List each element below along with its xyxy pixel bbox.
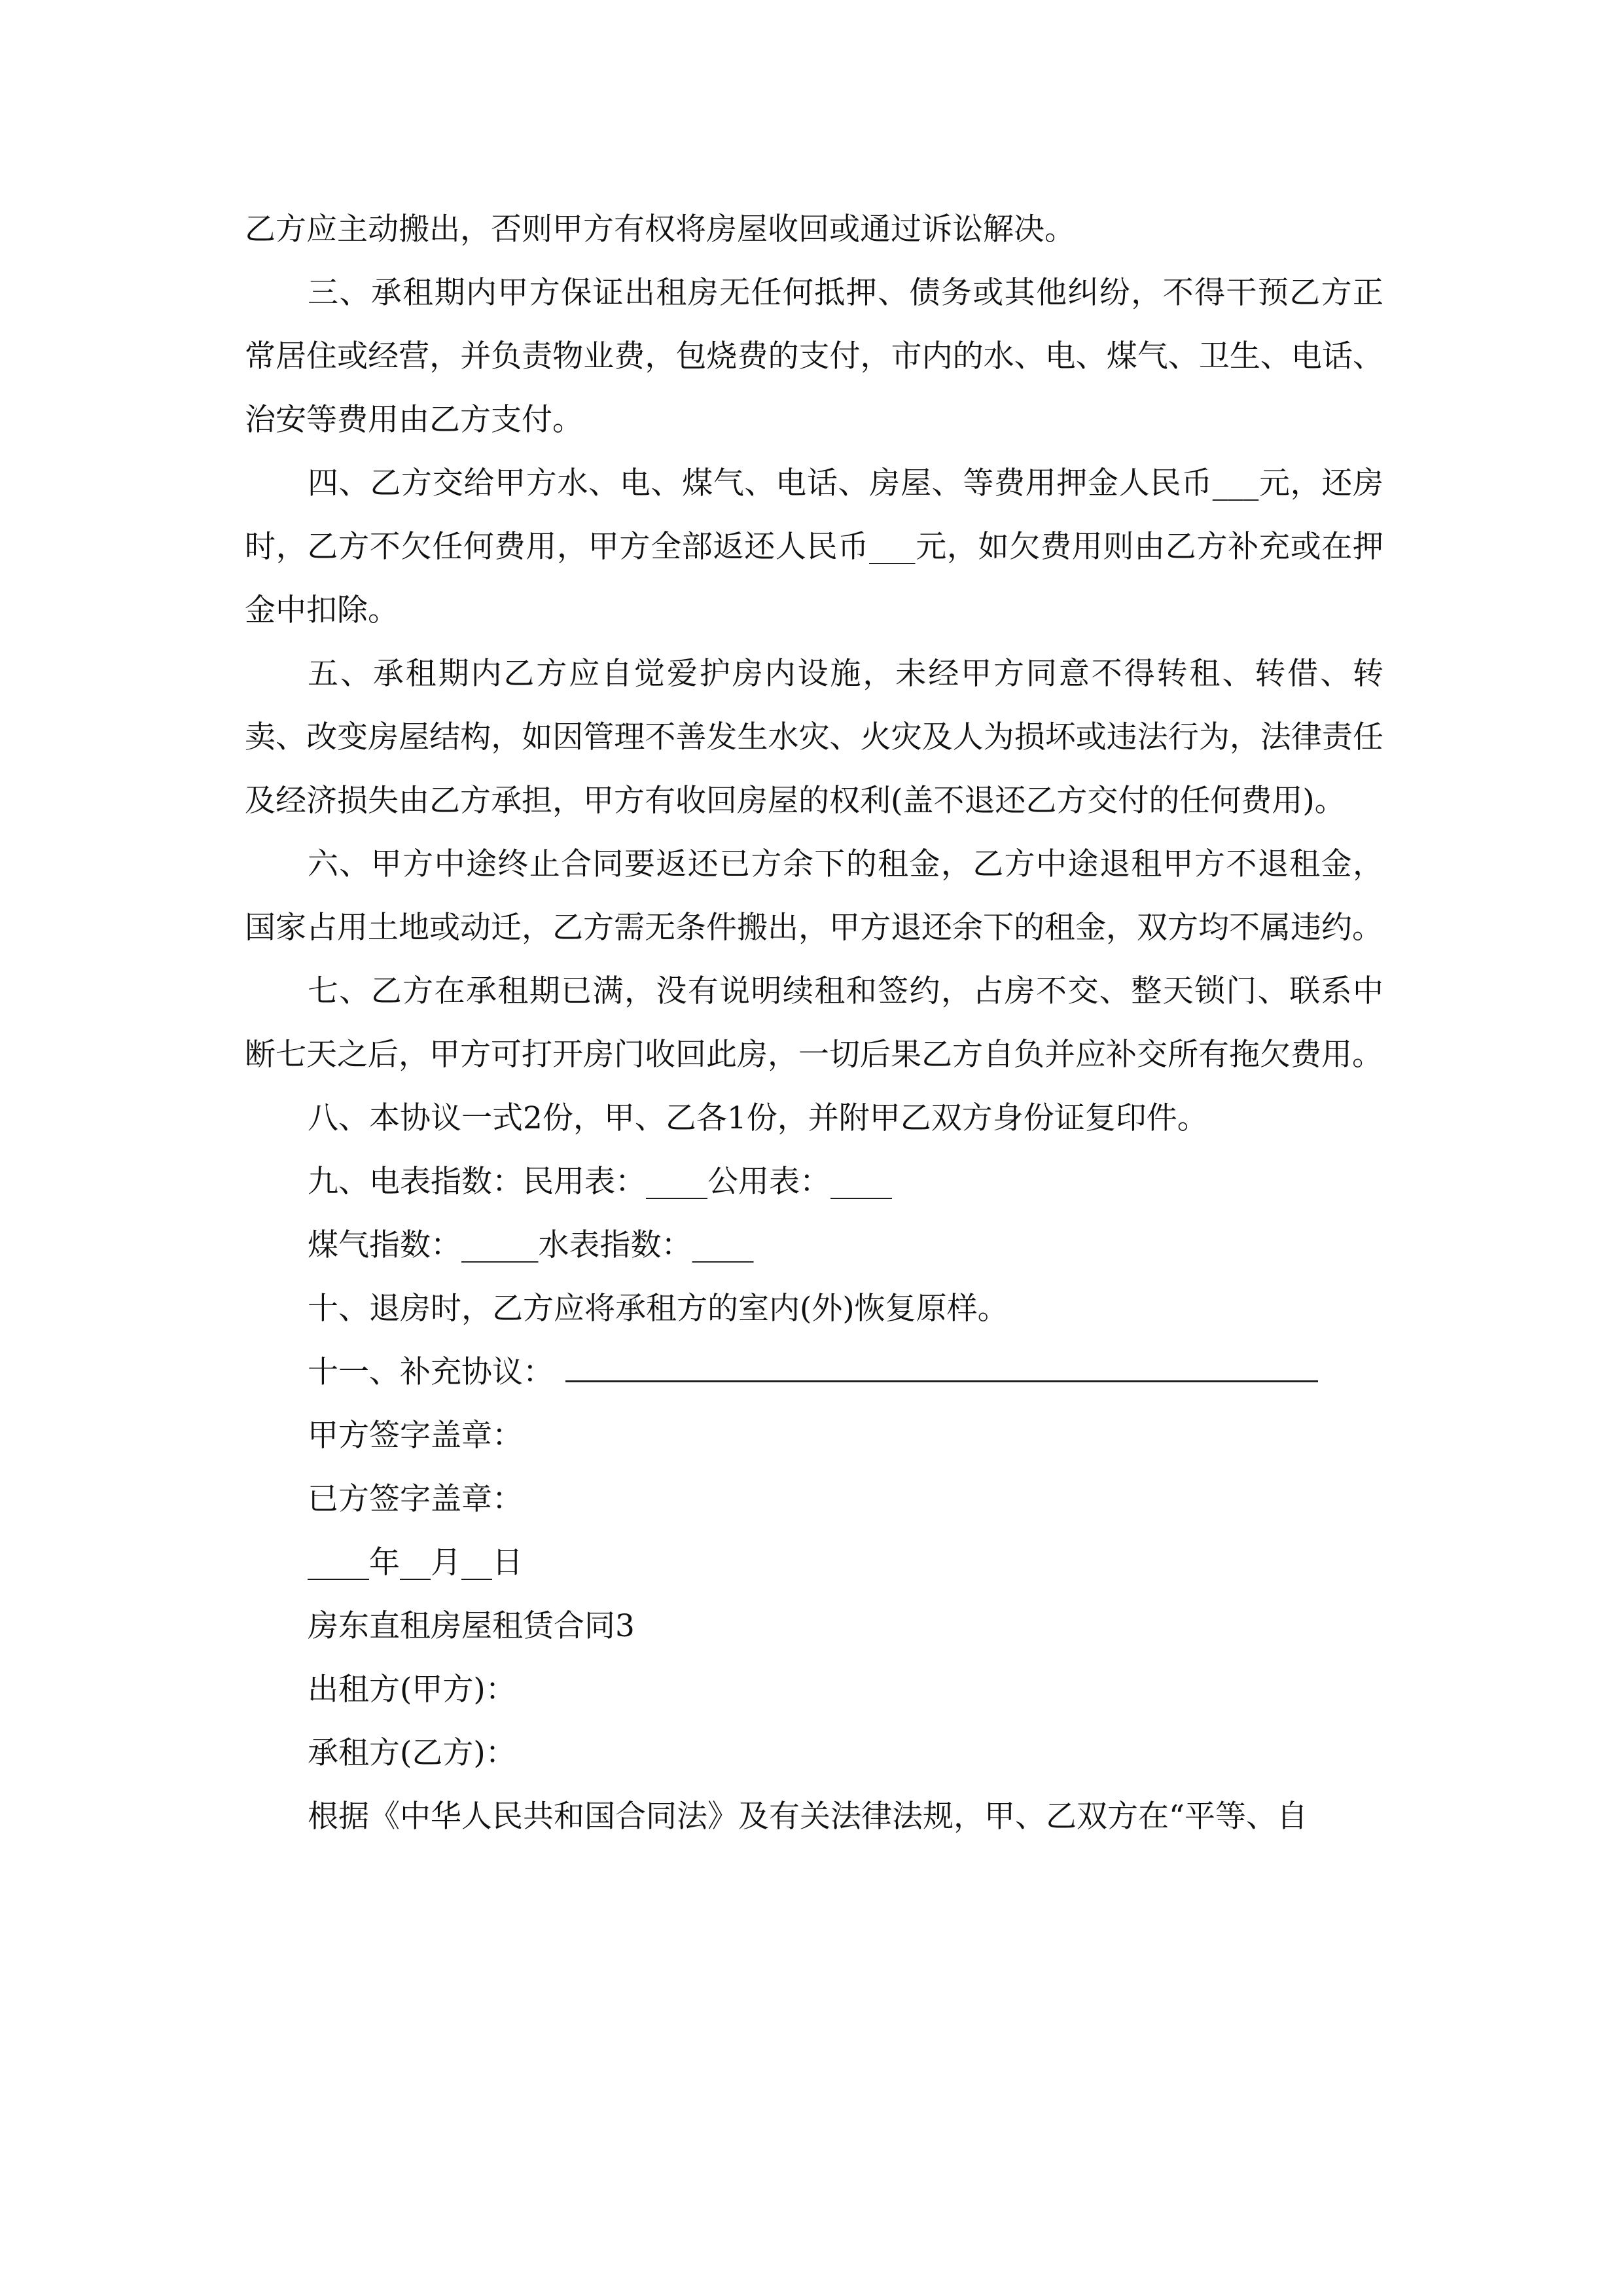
clause-8: 八、本协议一式2份，甲、乙各1份，并附甲乙双方身份证复印件。 [308,1100,1208,1136]
clause-6: 六、甲方中途终止合同要返还已方余下的租金，乙方中途退租甲方不退租金，国家占用土地或动迁，乙方需无条件搬出，甲方退还余下的租金，双方均不属违约。 [245,846,1383,946]
document-body [245,198,1383,1848]
clause-11-supplementary [245,1340,1383,1404]
supplementary-agreement-blank [565,1348,1318,1382]
clause-5: 五、承租期内乙方应自觉爱护房内设施，未经甲方同意不得转租、转借、转卖、改变房屋结构，如因管理不善发生水灾、火灾及人为损坏或违法行为，法律责任及经济损失由乙方承担，甲方有收回房屋的权利(盖不退还乙方交付的任何费用)。 [245,656,1383,819]
contract-3-title: 房东直租房屋租赁合同3 [308,1608,635,1644]
party-b-signature: 已方签字盖章： [308,1481,523,1517]
party-a-signature: 甲方签字盖章： [308,1418,523,1454]
paragraph-intro: 乙方应主动搬出，否则甲方有权将房屋收回或通过诉讼解决。 [245,211,1075,247]
clause-7: 七、乙方在承租期已满，没有说明续租和签约，占房不交、整天锁门、联系中断七天之后，甲方可打开房门收回此房，一切后果乙方自负并应补交所有拖欠费用。 [245,973,1383,1073]
clause-9-meter-readings: 九、电表指数：民用表：____公用表：____ [308,1164,892,1200]
clause-4: 四、乙方交给甲方水、电、煤气、电话、房屋、等费用押金人民币___元，还房时，乙方不欠任何费用，甲方全部返还人民币___元，如欠费用则由乙方补充或在押金中扣除。 [245,465,1383,628]
legal-basis-paragraph: 根据《中华人民共和国合同法》及有关法律法规，甲、乙双方在“平等、自 [308,1799,1308,1835]
clause-10: 十、退房时，乙方应将承租方的室内(外)恢复原样。 [308,1291,1008,1327]
clause-11-label: 十一、补充协议： [308,1354,554,1390]
clause-3: 三、承租期内甲方保证出租房无任何抵押、债务或其他纠纷，不得干预乙方正常居住或经营，并负责物业费，包烧费的支付，市内的水、电、煤气、卫生、电话、治安等费用由乙方支付。 [245,275,1383,438]
lessee-party-b: 承租方(乙方)： [308,1735,516,1771]
lessor-party-a: 出租方(甲方)： [308,1672,516,1708]
clause-9-gas-water-readings: 煤气指数：_____水表指数：____ [308,1227,754,1263]
signing-date: ____年__月__日 [308,1545,523,1581]
